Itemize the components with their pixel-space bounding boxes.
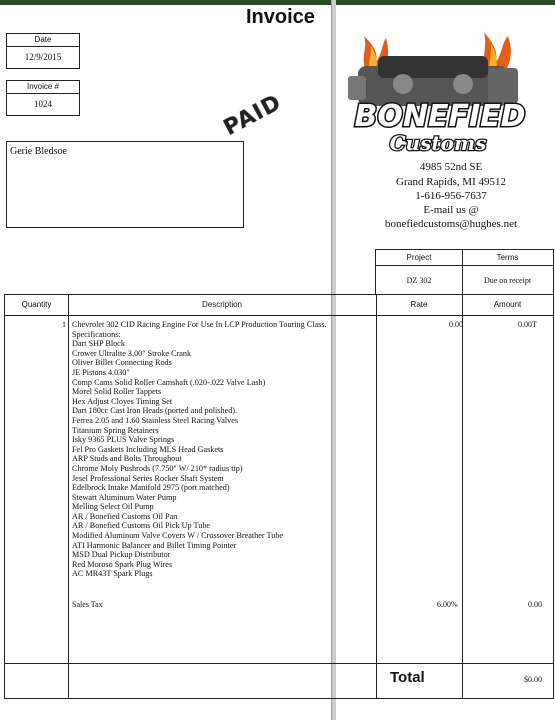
project-label: Project xyxy=(406,253,432,262)
item-description-line: Crower Ultralite 3.00" Stroke Crank xyxy=(72,348,192,358)
invoice-title: Invoice xyxy=(246,6,315,28)
logo-text-main: BONEFIED xyxy=(354,99,526,134)
company-email: bonefiedcustoms@hughes.net xyxy=(384,218,518,230)
total-value: $0.00 xyxy=(524,675,542,684)
logo-text-sub: Customs xyxy=(389,131,487,155)
item-description-line: Edelbrock Intake Manifold 2975 (port matched) xyxy=(72,483,230,493)
terms-value: Due on receipt xyxy=(483,276,532,285)
sales-tax-rate: 6.00% xyxy=(437,600,458,609)
column-header-description: Description xyxy=(201,300,242,309)
total-label: Total xyxy=(390,669,425,686)
item-description-line: ARP Studs and Bolts Throughout xyxy=(72,454,182,464)
item-description-line: Specifications: xyxy=(72,329,121,339)
company-phone: 1-616-956-7637 xyxy=(415,190,487,202)
item-rate: 0.00 xyxy=(449,320,463,329)
item-description-line: Dart 180cc Cast Iron Heads (ported and polished). xyxy=(72,406,238,416)
date-divider xyxy=(7,46,79,47)
date-label: Date xyxy=(34,35,52,44)
column-header-quantity: Quantity xyxy=(21,300,52,309)
date-box xyxy=(6,33,80,69)
item-description-line: Modified Aluminum Valve Covers W / Crossover Breather Tube xyxy=(72,531,284,541)
company-address-line1: 4985 52nd SE xyxy=(419,161,483,173)
project-terms-table xyxy=(375,249,554,295)
invoice-number-value: 1024 xyxy=(34,99,52,109)
item-description-line: Jesel Professional Series Rocker Shaft System xyxy=(72,473,224,483)
item-description-line: Titanium Spring Retainers xyxy=(72,425,159,435)
item-description-line: Red Moroso Spark Plug Wires xyxy=(72,559,173,569)
invoice-number-divider xyxy=(7,93,79,94)
item-description-list xyxy=(72,320,372,579)
item-description-line: JE Pistons 4.030" xyxy=(72,367,130,377)
company-email-label: E-mail us @ xyxy=(423,204,479,216)
item-description-line: Chrome Moly Pushrods (7.750" W/ 210* radius tip) xyxy=(72,463,243,473)
item-description-line: Melling Select Oil Pump xyxy=(72,502,154,512)
item-description-line: Dart SHP Block xyxy=(72,339,125,349)
item-description-line: MSD Dual Pickup Distributor xyxy=(72,550,171,560)
item-description-line: Chevrolet 302 CID Racing Engine For Use In LCP Production Touring Class. xyxy=(72,320,327,329)
bill-to-box xyxy=(6,141,244,228)
invoice-number-label: Invoice # xyxy=(26,82,60,91)
item-description-line: ATI Harmonic Balancer and Billet Timing Pointer xyxy=(72,540,237,550)
item-description-line: Comp Cams Solid Roller Camshaft (.020-.022 Valve Lash) xyxy=(72,377,266,387)
item-description-line: Ferrea 2.05 and 1.60 Stainless Steel Racing Valves xyxy=(72,415,239,425)
invoice-number-box xyxy=(6,80,80,116)
item-description-line: Oliver Billet Connecting Rods xyxy=(72,358,172,368)
item-amount: 0.00T xyxy=(518,320,537,329)
item-description-line: AC MR43T Spark Plugs xyxy=(72,569,153,579)
item-quantity: 1 xyxy=(62,320,66,329)
item-description-line: AR / Bonefied Customs Oil Pick Up Tube xyxy=(72,521,211,531)
item-description-line: Morel Solid Roller Tappets xyxy=(72,387,162,397)
item-description-line: Hex Adjust Cloyes Timing Set xyxy=(72,396,173,406)
bill-to-name: Gerie Bledsoe xyxy=(10,146,67,157)
project-value: DZ 302 xyxy=(406,276,432,285)
sales-tax-amount: 0.00 xyxy=(528,600,542,609)
company-address-line2: Grand Rapids, MI 49512 xyxy=(396,176,506,188)
company-logo xyxy=(338,26,543,156)
column-header-rate: Rate xyxy=(410,300,428,309)
date-value: 12/9/2015 xyxy=(24,52,62,62)
paid-stamp: PAID xyxy=(219,90,286,141)
terms-label: Terms xyxy=(496,253,519,262)
item-description-line: AR / Bonefied Customs Oil Pan xyxy=(72,511,178,521)
item-description-line: Fel Pro Gaskets Including MLS Head Gaskets xyxy=(72,444,224,454)
item-description-line: Isky 9365 PLUS Valve Springs xyxy=(72,435,175,445)
sales-tax-label: Sales Tax xyxy=(72,600,103,609)
top-edge-bar xyxy=(0,0,555,5)
item-description-line: Stewart Aluminum Water Pump xyxy=(72,492,177,502)
column-header-amount: Amount xyxy=(493,300,522,309)
